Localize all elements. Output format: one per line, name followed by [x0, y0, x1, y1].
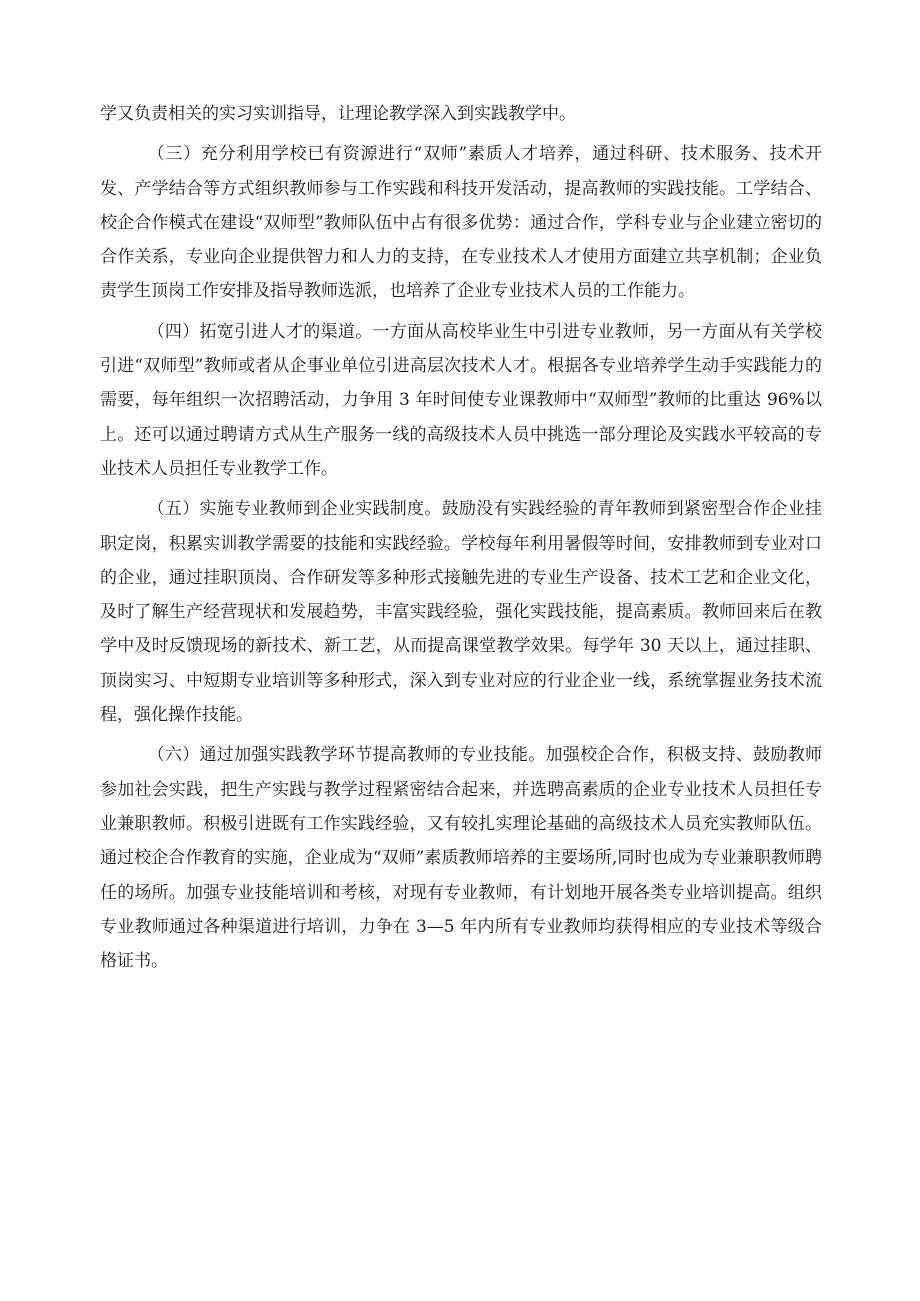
- paragraph-section-5: （五）实施专业教师到企业实践制度。鼓励没有实践经验的青年教师到紧密型合作企业挂职定岗，积累实训教学需要的技能和实践经验。学校每年利用暑假等时间，安排教师到专业对口的企业，通过挂职顶岗、合作研发等多种形式接触先进的专业生产设备、技术工艺和企业文化，及时了解生产经营现状和发展趋势，丰富实践经验，强化实践技能，提高素质。教师回来后在教学中及时反馈现场的新技术、新工艺，从而提高课堂教学效果。每学年 30 天以上，通过挂职、顶岗实习、中短期专业培训等多种形式，深入到专业对应的行业企业一线，系统掌握业务技术流程，强化操作技能。: [100, 499, 822, 726]
- paragraph-continued: 学又负责相关的实习实训指导，让理论教学深入到实践教学中。: [100, 104, 576, 124]
- paragraph-section-4: （四）拓宽引进人才的渠道。一方面从高校毕业生中引进专业教师，另一方面从有关学校引进“双师型”教师或者从企事业单位引进高层次技术人才。根据各专业培养学生动手实践能力的需要，每年组织一次招聘活动，力争用 3 年时间使专业课教师中“双师型”教师的比重达 96%以上。还可以通过聘请方式从生产服务一线的高级技术人员中挑选一部分理论及实践水平较高的专业技术人员担任专业教学工作。: [100, 321, 822, 479]
- paragraph-section-6: （六）通过加强实践教学环节提高教师的专业技能。加强校企合作，积极支持、鼓励教师参加社会实践，把生产实践与教学过程紧密结合起来，并选聘高素质的企业专业技术人员担任专业兼职教师。积极引进既有工作实践经验，又有较扎实理论基础的高级技术人员充实教师队伍。通过校企合作教育的实施，企业成为“双师”素质教师培养的主要场所,同时也成为专业兼职教师聘任的场所。加强专业技能培训和考核，对现有专业教师，有计划地开展各类专业培训提高。组织专业教师通过各种渠道进行培训，力争在 3—5 年内所有专业教师均获得相应的专业技术等级合格证书。: [100, 745, 822, 972]
- paragraph-section-3: （三）充分利用学校已有资源进行“双师”素质人才培养，通过科研、技术服务、技术开发、产学结合等方式组织教师参与工作实践和科技开发活动，提高教师的实践技能。工学结合、校企合作模式在建设“双师型”教师队伍中占有很多优势：通过合作，学科专业与企业建立密切的合作关系，专业向企业提供智力和人力的支持，在专业技术人才使用方面建立共享机制；企业负责学生顶岗工作安排及指导教师选派，也培养了企业专业技术人员的工作能力。: [100, 144, 822, 302]
- document-body: [100, 97, 822, 984]
